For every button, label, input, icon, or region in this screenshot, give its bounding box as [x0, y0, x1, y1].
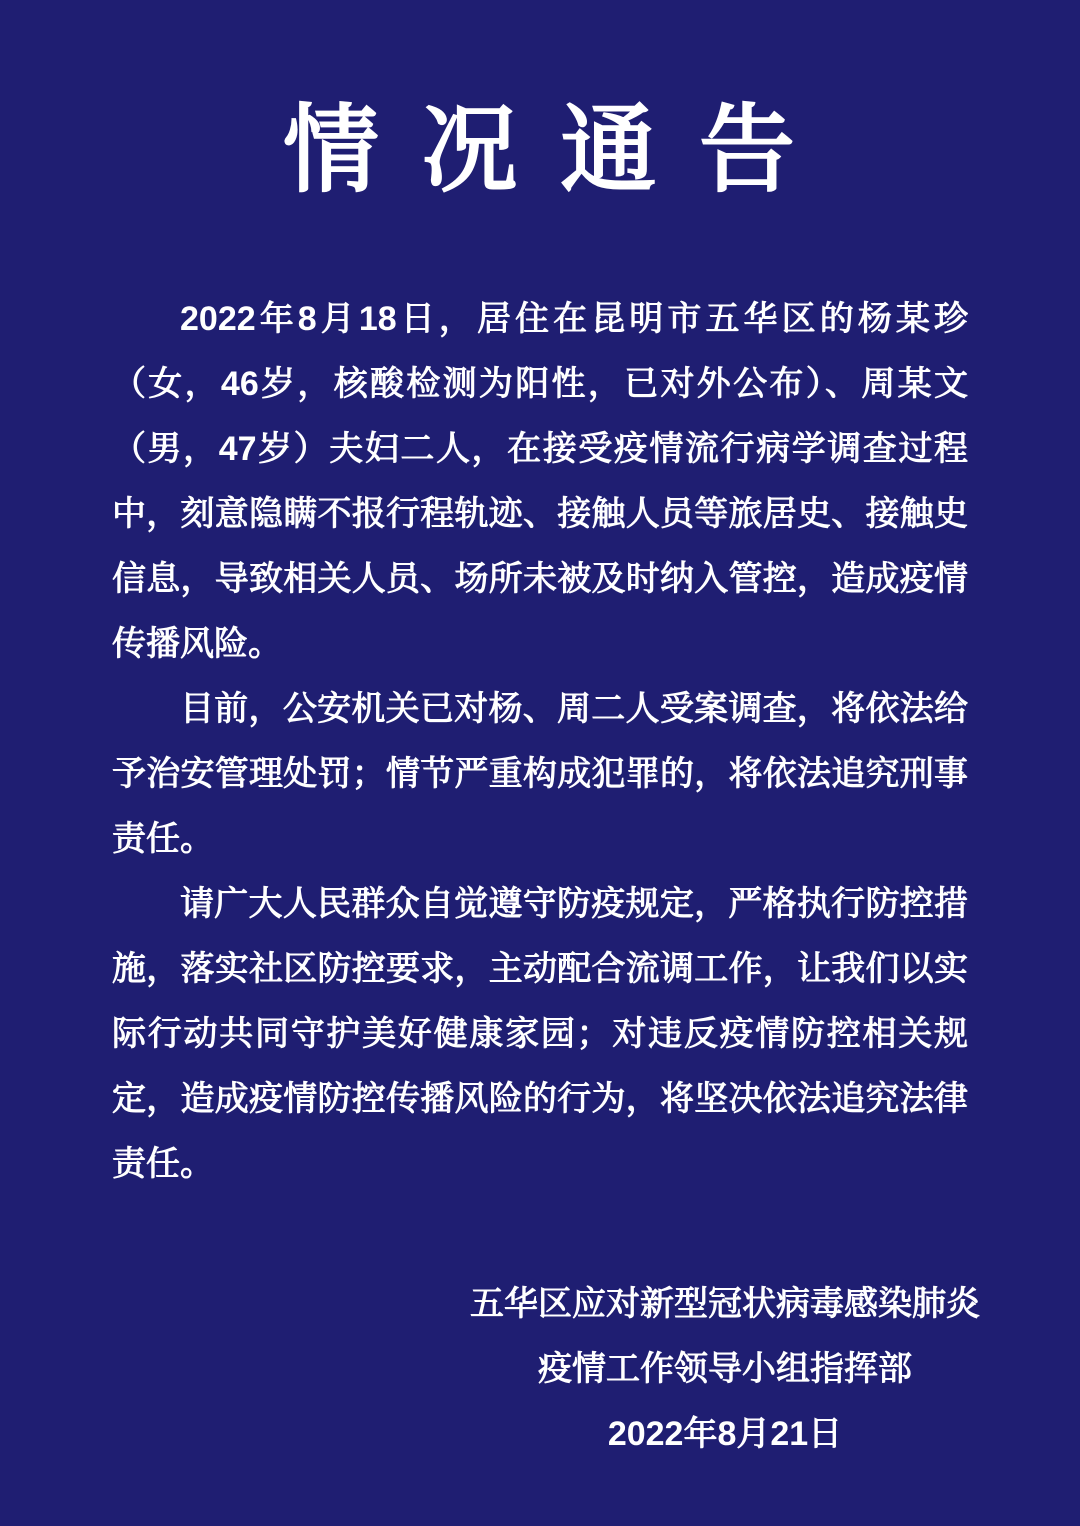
notice-line: 予治安管理处罚；情节严重构成犯罪的，将依法追究刑事 [112, 755, 968, 793]
notice-line: 信息，导致相关人员、场所未被及时纳入管控，造成疫情 [112, 560, 968, 598]
notice-line: （女，46岁，核酸检测为阳性，已对外公布）、周某文 [112, 365, 968, 403]
notice-line: （男，47岁）夫妇二人，在接受疫情流行病学调查过程 [112, 430, 968, 468]
notice-line: 目前，公安机关已对杨、周二人受案调查，将依法给 [180, 690, 968, 728]
notice-line: 际行动共同守护美好健康家园；对违反疫情防控相关规 [112, 1015, 968, 1053]
notice-line: 传播风险。 [112, 625, 282, 663]
notice-line: 责任。 [112, 1145, 214, 1183]
signature-org-line-1: 五华区应对新型冠状病毒感染肺炎 [470, 1285, 980, 1323]
notice-line: 定，造成疫情防控传播风险的行为，将坚决依法追究法律 [112, 1080, 968, 1118]
signature-block [420, 1272, 1030, 1467]
signature-org-line-2: 疫情工作领导小组指挥部 [538, 1350, 912, 1388]
notice-line: 2022年8月18日，居住在昆明市五华区的杨某珍 [180, 300, 968, 338]
notice-line: 中，刻意隐瞒不报行程轨迹、接触人员等旅居史、接触史 [112, 495, 968, 533]
notice-line: 请广大人民群众自觉遵守防疫规定，严格执行防控措 [180, 885, 968, 923]
notice-line: 施，落实社区防控要求，主动配合流调工作，让我们以实 [112, 950, 968, 988]
signature-date: 2022年8月21日 [607, 1415, 843, 1453]
notice-body [112, 287, 968, 1197]
notice-title: 情 况 通 告 [282, 97, 797, 204]
notice-line: 责任。 [112, 820, 214, 858]
